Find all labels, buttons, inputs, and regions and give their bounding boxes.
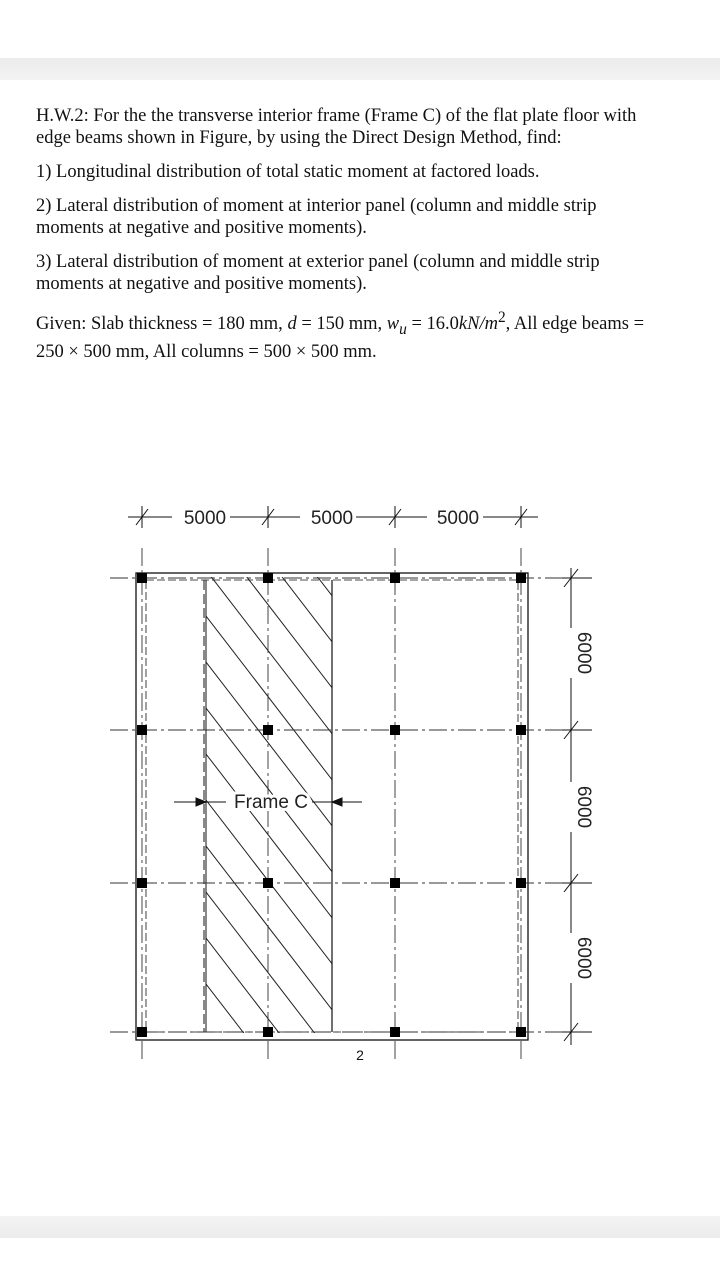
wu-symbol: w — [386, 314, 400, 335]
question-3: 3) Lateral distribution of moment at exterior panel (column and middle strip moments at negative and positive moments). — [36, 252, 600, 294]
question-2: 2) Lateral distribution of moment at interior panel (column and middle strip moments at negative and positive moments). — [36, 196, 597, 238]
page-number: 2 — [356, 1047, 364, 1063]
frame-c-label: Frame C — [234, 792, 308, 813]
wu-exponent: 2 — [497, 309, 506, 326]
hatched-frame-c-strip — [206, 432, 560, 1060]
d-value: = 150 mm, — [301, 314, 383, 335]
floor-plan-figure — [0, 410, 720, 1065]
question-1: 1) Longitudinal distribution of total static moment at factored loads. — [36, 162, 540, 182]
bottom-margin — [0, 1238, 720, 1280]
span-label-v3: 6000 — [573, 936, 594, 980]
top-margin — [0, 0, 720, 58]
span-label-h1: 5000 — [183, 508, 227, 529]
vertical-span-labels — [573, 632, 594, 979]
d-symbol: d — [287, 314, 297, 335]
span-label-v1: 6000 — [573, 631, 594, 675]
page-separator-bottom — [0, 1216, 720, 1238]
horizontal-span-labels — [184, 508, 479, 529]
span-label-h2: 5000 — [310, 508, 354, 529]
given-suffix: , All edge beams = 250 × 500 mm, All columns = 500 × 500 mm. — [36, 314, 645, 362]
given-data — [36, 307, 666, 363]
wu-subscript: u — [399, 320, 407, 338]
given-prefix: Given: Slab thickness = 180 mm, — [36, 314, 283, 335]
page-separator-top — [0, 58, 720, 80]
wu-unit: kN/m — [458, 314, 498, 335]
span-label-h3: 5000 — [436, 508, 480, 529]
wu-value: = 16.0 — [411, 314, 459, 335]
column-grid-lines — [110, 548, 580, 1060]
span-label-v2: 6000 — [573, 785, 594, 829]
problem-statement — [36, 105, 666, 375]
problem-intro: H.W.2: For the the transverse interior frame (Frame C) of the flat plate floor with edge beams shown in Figure, by using the Direct Design Method, find: — [36, 106, 637, 148]
